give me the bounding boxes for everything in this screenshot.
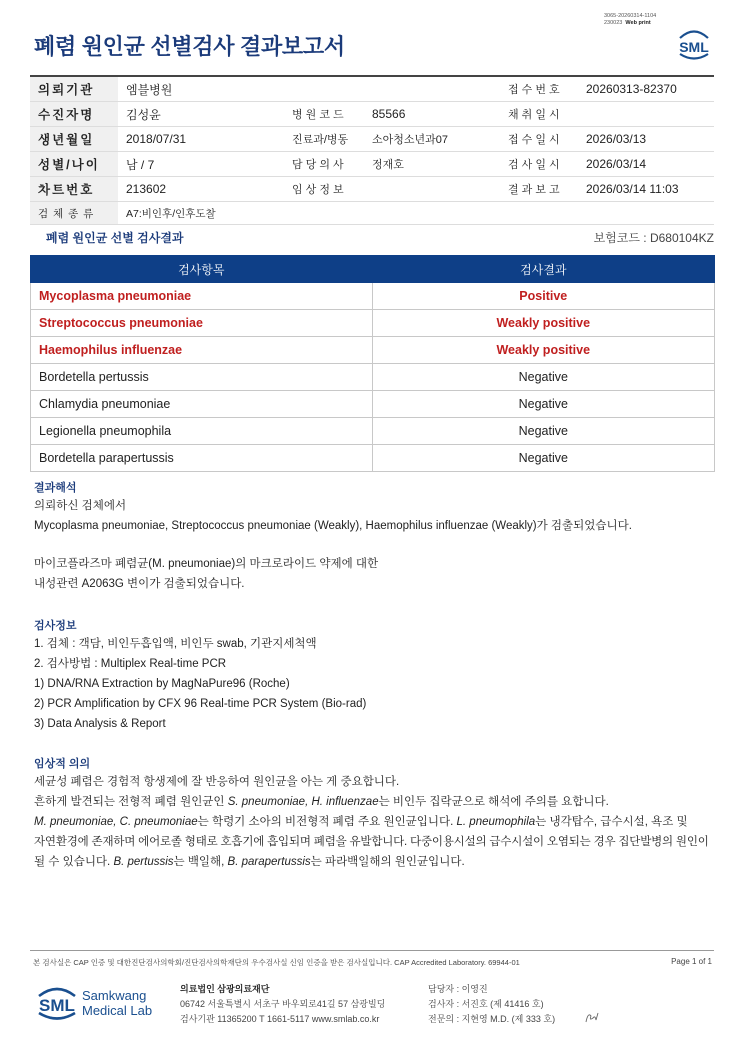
dob-value: 2018/07/31	[118, 127, 284, 152]
result-value: Negative	[372, 364, 714, 391]
doctor-label: 담 당 의 사	[284, 152, 364, 177]
sex-age-value: 남 / 7	[118, 152, 284, 177]
result-item: Legionella pneumophila	[31, 418, 373, 445]
staff-line: 담당자 : 이영진	[428, 984, 488, 994]
test-info-line: 1) DNA/RNA Extraction by MagNaPure96 (Roche)	[34, 678, 290, 690]
accreditation-note: 본 검사실은 CAP 인증 및 대한진단검사의학회/진단검사의학재단의 우수검사실 신임 인증을 받은 검사실입니다. CAP Accredited Laboratory. 69944-01	[33, 958, 520, 967]
col-header-item: 검사항목	[31, 256, 373, 283]
table-row	[31, 445, 715, 472]
table-row	[31, 283, 715, 310]
result-item: Bordetella pertussis	[31, 364, 373, 391]
clinical-line: M. pneumoniae, C. pneumoniae는 학령기 소아의 비전형적 폐렴 주요 원인균입니다. L. pneumophila는 냉각탑수, 급수시설, 욕조 및	[34, 816, 688, 828]
result-value: Positive	[372, 283, 714, 310]
patient-info-table	[30, 75, 714, 225]
name-label: 수진자명	[30, 102, 118, 127]
report-title: 폐렴 원인균 선별검사 결과보고서	[34, 34, 345, 59]
test-info-line: 2) PCR Amplification by CFX 96 Real-time PCR System (Bio-rad)	[34, 698, 367, 710]
accession-label: 접 수 번 호	[500, 76, 578, 102]
result-value: Weakly positive	[372, 337, 714, 364]
test-info-line: 3) Data Analysis & Report	[34, 718, 166, 730]
org-label: 의뢰기관	[30, 76, 118, 102]
result-item: Streptococcus pneumoniae	[31, 310, 373, 337]
staff-info	[428, 982, 555, 1027]
table-row	[31, 364, 715, 391]
chart-value: 213602	[118, 177, 284, 202]
collect-date-value	[578, 102, 714, 127]
name-value: 김성윤	[118, 102, 284, 127]
clinical-line: 세균성 폐렴은 경험적 항생제에 잘 반응하여 원인균을 아는 게 중요합니다.	[34, 776, 400, 788]
clinical-line: 자연환경에 존재하며 에어로졸 형태로 호흡기에 흡입되며 폐렴을 유발합니다. 다중이용시설의 급수시설이 오염되는 경우 집단발병의 원인이	[34, 836, 709, 848]
clinical-value	[364, 177, 500, 202]
col-header-result: 검사결과	[372, 256, 714, 283]
svg-text:SML: SML	[39, 996, 75, 1015]
collect-date-label: 채 취 일 시	[500, 102, 578, 127]
clinical-section	[34, 756, 724, 872]
clinical-label: 임 상 정 보	[284, 177, 364, 202]
svg-text:Samkwang: Samkwang	[82, 988, 147, 1003]
interpretation-line: Mycoplasma pneumoniae, Streptococcus pneumoniae (Weakly), Haemophilus influenzae (Weakly)가 검출되었습니다.	[34, 520, 632, 532]
result-item: Bordetella parapertussis	[31, 445, 373, 472]
specimen-value: A7:비인후/인후도찰	[118, 202, 714, 225]
test-info-line: 2. 검사방법 : Multiplex Real-time PCR	[34, 658, 227, 670]
footer-divider	[30, 950, 714, 951]
interpretation-heading: 결과해석	[34, 482, 77, 494]
result-item: Haemophilus influenzae	[31, 337, 373, 364]
result-value: Negative	[372, 418, 714, 445]
receive-date-value: 2026/03/13	[578, 127, 714, 152]
chart-label: 차트번호	[30, 177, 118, 202]
svg-text:SML: SML	[679, 39, 709, 55]
table-row	[31, 337, 715, 364]
table-row	[31, 418, 715, 445]
print-code: 3065-20260314-1104	[604, 13, 657, 19]
dob-label: 생년월일	[30, 127, 118, 152]
staff-line: 검사자 : 서진호 (제 41416 호)	[428, 999, 544, 1009]
print-meta	[604, 13, 656, 26]
org-name: 의료법인 삼광의료재단	[180, 984, 270, 994]
report-date-label: 결 과 보 고	[500, 177, 578, 202]
insurance-code: 보험코드 : D680104KZ	[593, 231, 714, 245]
doctor-value: 정재호	[364, 152, 500, 177]
report-date-value: 2026/03/14 11:03	[578, 177, 714, 202]
result-item: Chlamydia pneumoniae	[31, 391, 373, 418]
results-table	[30, 255, 715, 472]
svg-text:Medical Lab: Medical Lab	[82, 1003, 153, 1018]
result-value: Negative	[372, 445, 714, 472]
hospital-code-label: 병 원 코 드	[284, 102, 364, 127]
table-row	[31, 310, 715, 337]
clinical-heading: 임상적 의의	[34, 758, 91, 770]
dept-label: 진료과/병동	[284, 127, 364, 152]
result-item: Mycoplasma pneumoniae	[31, 283, 373, 310]
test-date-value: 2026/03/14	[578, 152, 714, 177]
receive-date-label: 접 수 일 시	[500, 127, 578, 152]
page-number: Page 1 of 1	[671, 957, 712, 966]
test-info-line: 1. 검체 : 객담, 비인두흡입액, 비인두 swab, 기관지세척액	[34, 638, 317, 650]
hospital-code-value: 85566	[364, 102, 500, 127]
interpretation-line: 의뢰하신 검체에서	[34, 500, 127, 512]
org-value: 엠블병원	[118, 76, 500, 102]
org-info	[180, 982, 385, 1027]
staff-line: 전문의 : 지현영 M.D. (제 333 호)	[428, 1014, 556, 1024]
test-date-label: 검 사 일 시	[500, 152, 578, 177]
accession-value: 20260313-82370	[578, 76, 714, 102]
org-contact: 검사기관 11365200 T 1661-5117 www.smlab.co.kr	[180, 1014, 380, 1024]
sml-logo	[674, 27, 714, 61]
results-section-title: 폐렴 원인균 선별 검사결과	[46, 231, 184, 245]
result-value: Negative	[372, 391, 714, 418]
dept-value: 소아청소년과07	[364, 127, 500, 152]
print-code-2: 230023 Web print	[604, 19, 651, 26]
sex-age-label: 성별/나이	[30, 152, 118, 177]
interpretation-line: 내성관련 A2063G 변이가 검출되었습니다.	[34, 578, 245, 590]
signature	[584, 1010, 600, 1024]
org-address: 06742 서울특별시 서초구 바우뫼로41길 57 삼광빌딩	[180, 999, 386, 1009]
clinical-line: 흔하게 발견되는 전형적 폐렴 원인균인 S. pneumoniae, H. influenzae는 비인두 집락균으로 해석에 주의를 요합니다.	[34, 796, 609, 808]
samkwang-logo	[36, 982, 164, 1022]
interpretation-line: 마이코플라즈마 폐렴균(M. pneumoniae)의 마크로라이드 약제에 대한	[34, 558, 379, 570]
clinical-line: 될 수 있습니다. B. pertussis는 백일해, B. parapertussis는 파라백일해의 원인균입니다.	[34, 856, 465, 868]
test-info-section	[34, 618, 724, 734]
result-value: Weakly positive	[372, 310, 714, 337]
table-row	[31, 391, 715, 418]
specimen-label: 검 체 종 류	[30, 202, 118, 225]
test-info-heading: 검사정보	[34, 620, 77, 632]
interpretation-section	[34, 480, 724, 594]
